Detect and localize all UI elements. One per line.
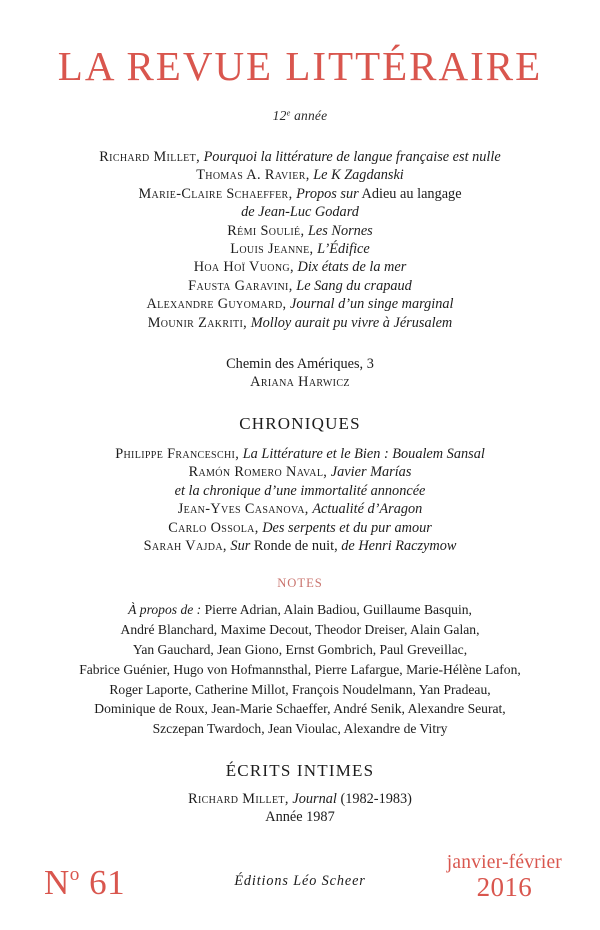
ecrits-intimes-section bbox=[0, 761, 600, 827]
toc-entry bbox=[0, 222, 600, 240]
toc-entry bbox=[0, 277, 600, 295]
entry-title: Sur bbox=[230, 537, 251, 554]
entry-title: Dix états de la mer bbox=[297, 259, 407, 276]
entry-author: Sarah Vajda, bbox=[143, 537, 227, 554]
notes-line: Dominique de Roux, Jean-Marie Schaeffer, André Senik, Alexandre Seurat, bbox=[94, 701, 506, 717]
entry-title-upright: Ronde de nuit, bbox=[253, 537, 338, 554]
series-author-name: Ariana Harwicz bbox=[250, 374, 350, 391]
notes-line: André Blanchard, Maxime Decout, Theodor Dreiser, Alain Galan, bbox=[120, 622, 480, 638]
toc-entry bbox=[0, 185, 600, 203]
entry-author: Alexandre Guyomard, bbox=[146, 296, 287, 313]
toc-entry bbox=[0, 148, 600, 166]
cover-footer bbox=[0, 828, 600, 906]
volume-year-ordinal: e bbox=[286, 108, 291, 118]
chroniques-heading: CHRONIQUES bbox=[239, 413, 361, 433]
ecrits-subtitle: Année 1987 bbox=[265, 809, 335, 826]
notes-section bbox=[0, 576, 600, 739]
entry-title: Journal d’un singe marginal bbox=[290, 296, 454, 313]
entry-title-tail: de Henri Raczymow bbox=[341, 537, 457, 554]
chronique-entry bbox=[0, 500, 600, 518]
entry-title-years: (1982-1983) bbox=[340, 790, 412, 807]
issue-number-value: 61 bbox=[89, 863, 126, 902]
volume-year bbox=[0, 108, 600, 124]
series-section bbox=[0, 355, 600, 392]
notes-names: Pierre Adrian, Alain Badiou, Guillaume Basquin, bbox=[204, 602, 472, 618]
series-author bbox=[0, 373, 600, 391]
entry-title: Molloy aurait pu vivre à Jérusalem bbox=[250, 314, 453, 331]
notes-line: Szczepan Twardoch, Jean Vioulac, Alexandre de Vitry bbox=[152, 721, 448, 737]
notes-line bbox=[22, 600, 578, 620]
toc-entry-continuation bbox=[0, 203, 600, 221]
toc-entry bbox=[0, 314, 600, 332]
chronique-entry bbox=[0, 537, 600, 555]
entry-author: Carlo Ossola, bbox=[168, 519, 259, 536]
chronique-entry bbox=[0, 445, 600, 463]
chronique-entry bbox=[0, 519, 600, 537]
entry-title: La Littérature et le Bien : Boualem Sansal bbox=[242, 445, 485, 462]
entry-author: Richard Millet, bbox=[188, 790, 289, 807]
entry-author: Philippe Franceschi, bbox=[115, 445, 240, 462]
entry-author: Thomas A. Ravier, bbox=[196, 167, 310, 184]
entry-author: Louis Jeanne, bbox=[230, 241, 314, 258]
publisher-name: Éditions Léo Scheer bbox=[234, 873, 366, 889]
entry-title: Propos sur bbox=[296, 185, 359, 202]
entry-title: Des serpents et du pur amour bbox=[262, 519, 432, 536]
entry-title-continuation: de Jean-Luc Godard bbox=[241, 204, 359, 221]
ecrits-heading: ÉCRITS INTIMES bbox=[225, 760, 375, 780]
ecrits-entry bbox=[0, 790, 600, 808]
chronique-entry bbox=[0, 463, 600, 481]
notes-line: Roger Laporte, Catherine Millot, François Noudelmann, Yan Pradeau, bbox=[109, 681, 491, 697]
volume-year-label: année bbox=[290, 108, 328, 123]
entry-title: Le Sang du crapaud bbox=[296, 277, 412, 294]
entry-title: L’Édifice bbox=[317, 241, 370, 258]
notes-lead: À propos de : bbox=[128, 602, 202, 618]
entry-title: Actualité d’Aragon bbox=[312, 501, 423, 518]
issue-month: janvier-février bbox=[446, 851, 562, 873]
entry-title: Pourquoi la littérature de langue française est nulle bbox=[203, 149, 501, 165]
entry-author: Fausta Garavini, bbox=[188, 277, 293, 294]
entry-title: Javier Marías bbox=[330, 464, 412, 481]
chronique-entry-continuation bbox=[0, 482, 600, 500]
entry-title: Le K Zagdanski bbox=[313, 167, 404, 184]
entry-author: Rémi Soulié, bbox=[227, 222, 305, 239]
series-title: Chemin des Amériques, 3 bbox=[226, 356, 374, 373]
issue-number-degree: o bbox=[69, 864, 80, 886]
notes-line: Yan Gauchard, Jean Giono, Ernst Gombrich, Paul Greveillac, bbox=[132, 641, 468, 657]
issue-date bbox=[447, 853, 562, 902]
entry-author: Marie-Claire Schaeffer, bbox=[138, 185, 293, 202]
entry-title-upright: Adieu au langage bbox=[361, 185, 462, 202]
entry-author: Jean-Yves Casanova, bbox=[177, 501, 309, 518]
entry-author: Hoa Hoï Vuong, bbox=[193, 259, 294, 276]
entry-author: Mounir Zakriti, bbox=[147, 314, 248, 331]
toc-entry bbox=[0, 240, 600, 258]
volume-year-number: 12 bbox=[272, 108, 287, 123]
notes-line: Fabrice Guénier, Hugo von Hofmannsthal, Pierre Lafargue, Marie-Hélène Lafon, bbox=[79, 661, 521, 677]
entry-author: Richard Millet, bbox=[99, 149, 200, 165]
masthead bbox=[0, 0, 600, 124]
entry-title-continuation: et la chronique d’une immortalité annoncée bbox=[174, 482, 426, 499]
toc-entry bbox=[0, 295, 600, 313]
entry-author: Ramón Romero Naval, bbox=[188, 464, 328, 481]
notes-list bbox=[0, 600, 600, 739]
table-of-contents bbox=[0, 148, 600, 332]
toc-entry bbox=[0, 166, 600, 184]
issue-year: 2016 bbox=[476, 872, 533, 903]
issue-number-prefix: N bbox=[44, 863, 70, 902]
entry-title: Journal bbox=[292, 790, 337, 807]
entry-title: Les Nornes bbox=[307, 222, 373, 239]
ecrits-list bbox=[0, 790, 600, 827]
page-title: LA REVUE LITTÉRAIRE bbox=[57, 43, 543, 89]
chroniques-section bbox=[0, 414, 600, 555]
chroniques-list bbox=[0, 445, 600, 555]
toc-entry bbox=[0, 258, 600, 276]
notes-heading: NOTES bbox=[277, 576, 323, 591]
